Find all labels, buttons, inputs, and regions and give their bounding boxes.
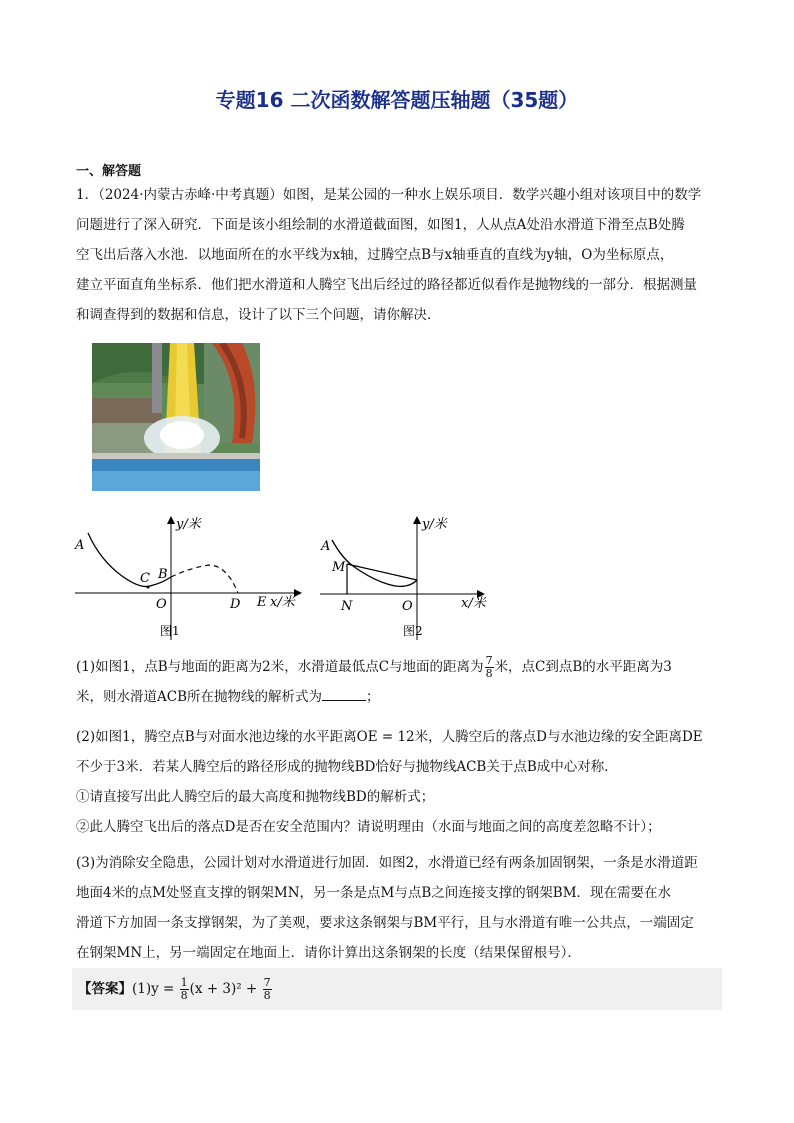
fig1-y-axis-label: y/米 — [176, 517, 201, 532]
q1-line — [76, 652, 722, 682]
answer-blank — [322, 686, 366, 701]
intro-line: 空飞出后落入水池．以地面所在的水平线为x轴，过腾空点B与x轴垂直的直线为y轴，O为坐标原点， — [76, 247, 674, 263]
intro-line: 建立平面直角坐标系．他们把水滑道和人腾空飞出后经过的路径都近似看作是抛物线的一部分．根据测量 — [76, 277, 697, 293]
answer-frac1-num: 1 — [180, 976, 188, 989]
answer-frac2-num: 7 — [263, 976, 271, 989]
fig2-label-n: N — [341, 599, 353, 614]
intro-line: 和调查得到的数据和信息，设计了以下三个问题，请你解决． — [76, 307, 441, 323]
q1-line — [76, 682, 722, 712]
q2-line: ①请直接写出此人腾空后的最大高度和抛物线BD的解析式； — [76, 789, 435, 805]
intro-line: 问题进行了深入研究．下面是该小组绘制的水滑道截面图，如图1，人从点A处沿水滑道下滑至点B处腾 — [76, 217, 685, 233]
q1-text-a: (1)如图1，点B与地面的距离为2米，水滑道最低点C与地面的距离为 — [76, 659, 484, 675]
section-heading: 一、解答题 — [76, 164, 142, 179]
answer-frac2-den: 8 — [263, 989, 271, 1002]
figure-2 — [315, 510, 495, 650]
fig1-label-e: E — [257, 595, 267, 610]
water-slide-photo — [92, 343, 260, 491]
q3-line: (3)为消除安全隐患，公园计划对水滑道进行加固．如图2，水滑道已经有两条加固钢架，一条是水滑道距 — [76, 855, 698, 871]
q3-line: 在钢架MN上，另一端固定在地面上．请你计算出这条钢架的长度（结果保留根号）． — [76, 945, 581, 961]
question-3 — [76, 848, 722, 968]
answer-fraction-1 — [180, 977, 189, 1002]
answer-fraction-2 — [263, 977, 272, 1002]
q3-line: 地面4米的点M处竖直支撑的钢架MN，另一条是点M与点B之间连接支撑的钢架BM．现在需要在水 — [76, 885, 672, 901]
answer-frac1-den: 8 — [180, 989, 188, 1002]
q2-line: 不少于3米．若某人腾空后的路径形成的抛物线BD恰好与抛物线ACB关于点B成中心对称． — [76, 759, 618, 775]
q2-line: ②此人腾空飞出后的落点D是否在安全范围内？请说明理由（水面与地面之间的高度差忽略不计）； — [76, 819, 661, 835]
intro-line: 1．（2024·内蒙古赤峰·中考真题）如图，是某公园的一种水上娱乐项目．数学兴趣小组对该项目中的数学 — [76, 187, 702, 203]
q2-line: (2)如图1，腾空点B与对面水池边缘的水平距离OE = 12米，人腾空后的落点D与水池边缘的安全距离DE — [76, 729, 703, 745]
q1-frac-num: 7 — [485, 654, 493, 667]
fig2-caption: 图2 — [403, 624, 423, 638]
fig2-y-axis-label: y/米 — [422, 517, 447, 532]
q1-fraction — [485, 655, 494, 680]
answer-text-b: (x + 3)² + — [189, 981, 262, 997]
question-2 — [76, 722, 722, 842]
answer-box — [72, 968, 722, 1010]
question-1 — [76, 652, 722, 712]
q3-line: 滑道下方加固一条支撑钢架，为了美观，要求这条钢架与BM平行，且与水滑道有唯一公共点，一端固定 — [76, 915, 694, 931]
fig1-label-c: C — [140, 571, 150, 586]
answer-label: 【答案】 — [78, 981, 132, 997]
fig1-label-d: D — [230, 597, 241, 612]
fig2-x-axis-label: x/米 — [461, 596, 486, 611]
q1-text-b: 米，点C到点B的水平距离为3 — [494, 659, 672, 675]
fig2-label-m: M — [332, 560, 346, 575]
problem-intro — [76, 180, 722, 330]
fig1-label-b: B — [158, 567, 168, 582]
fig2-label-o: O — [402, 599, 413, 614]
fig1-label-o: O — [156, 597, 167, 612]
fig1-x-axis-label: x/米 — [270, 595, 295, 610]
page-title: 专题16 二次函数解答题压轴题（35题） — [215, 88, 579, 112]
fig1-label-a: A — [75, 538, 85, 553]
q1-frac-den: 8 — [485, 667, 493, 680]
fig1-caption: 图1 — [160, 624, 180, 638]
fig2-label-a: A — [321, 539, 331, 554]
q1-text-d: ； — [366, 689, 380, 705]
answer-text-a: (1)y = — [132, 981, 179, 997]
figure-1 — [70, 510, 310, 650]
q1-text-c: 米，则水滑道ACB所在抛物线的解析式为 — [76, 689, 322, 705]
